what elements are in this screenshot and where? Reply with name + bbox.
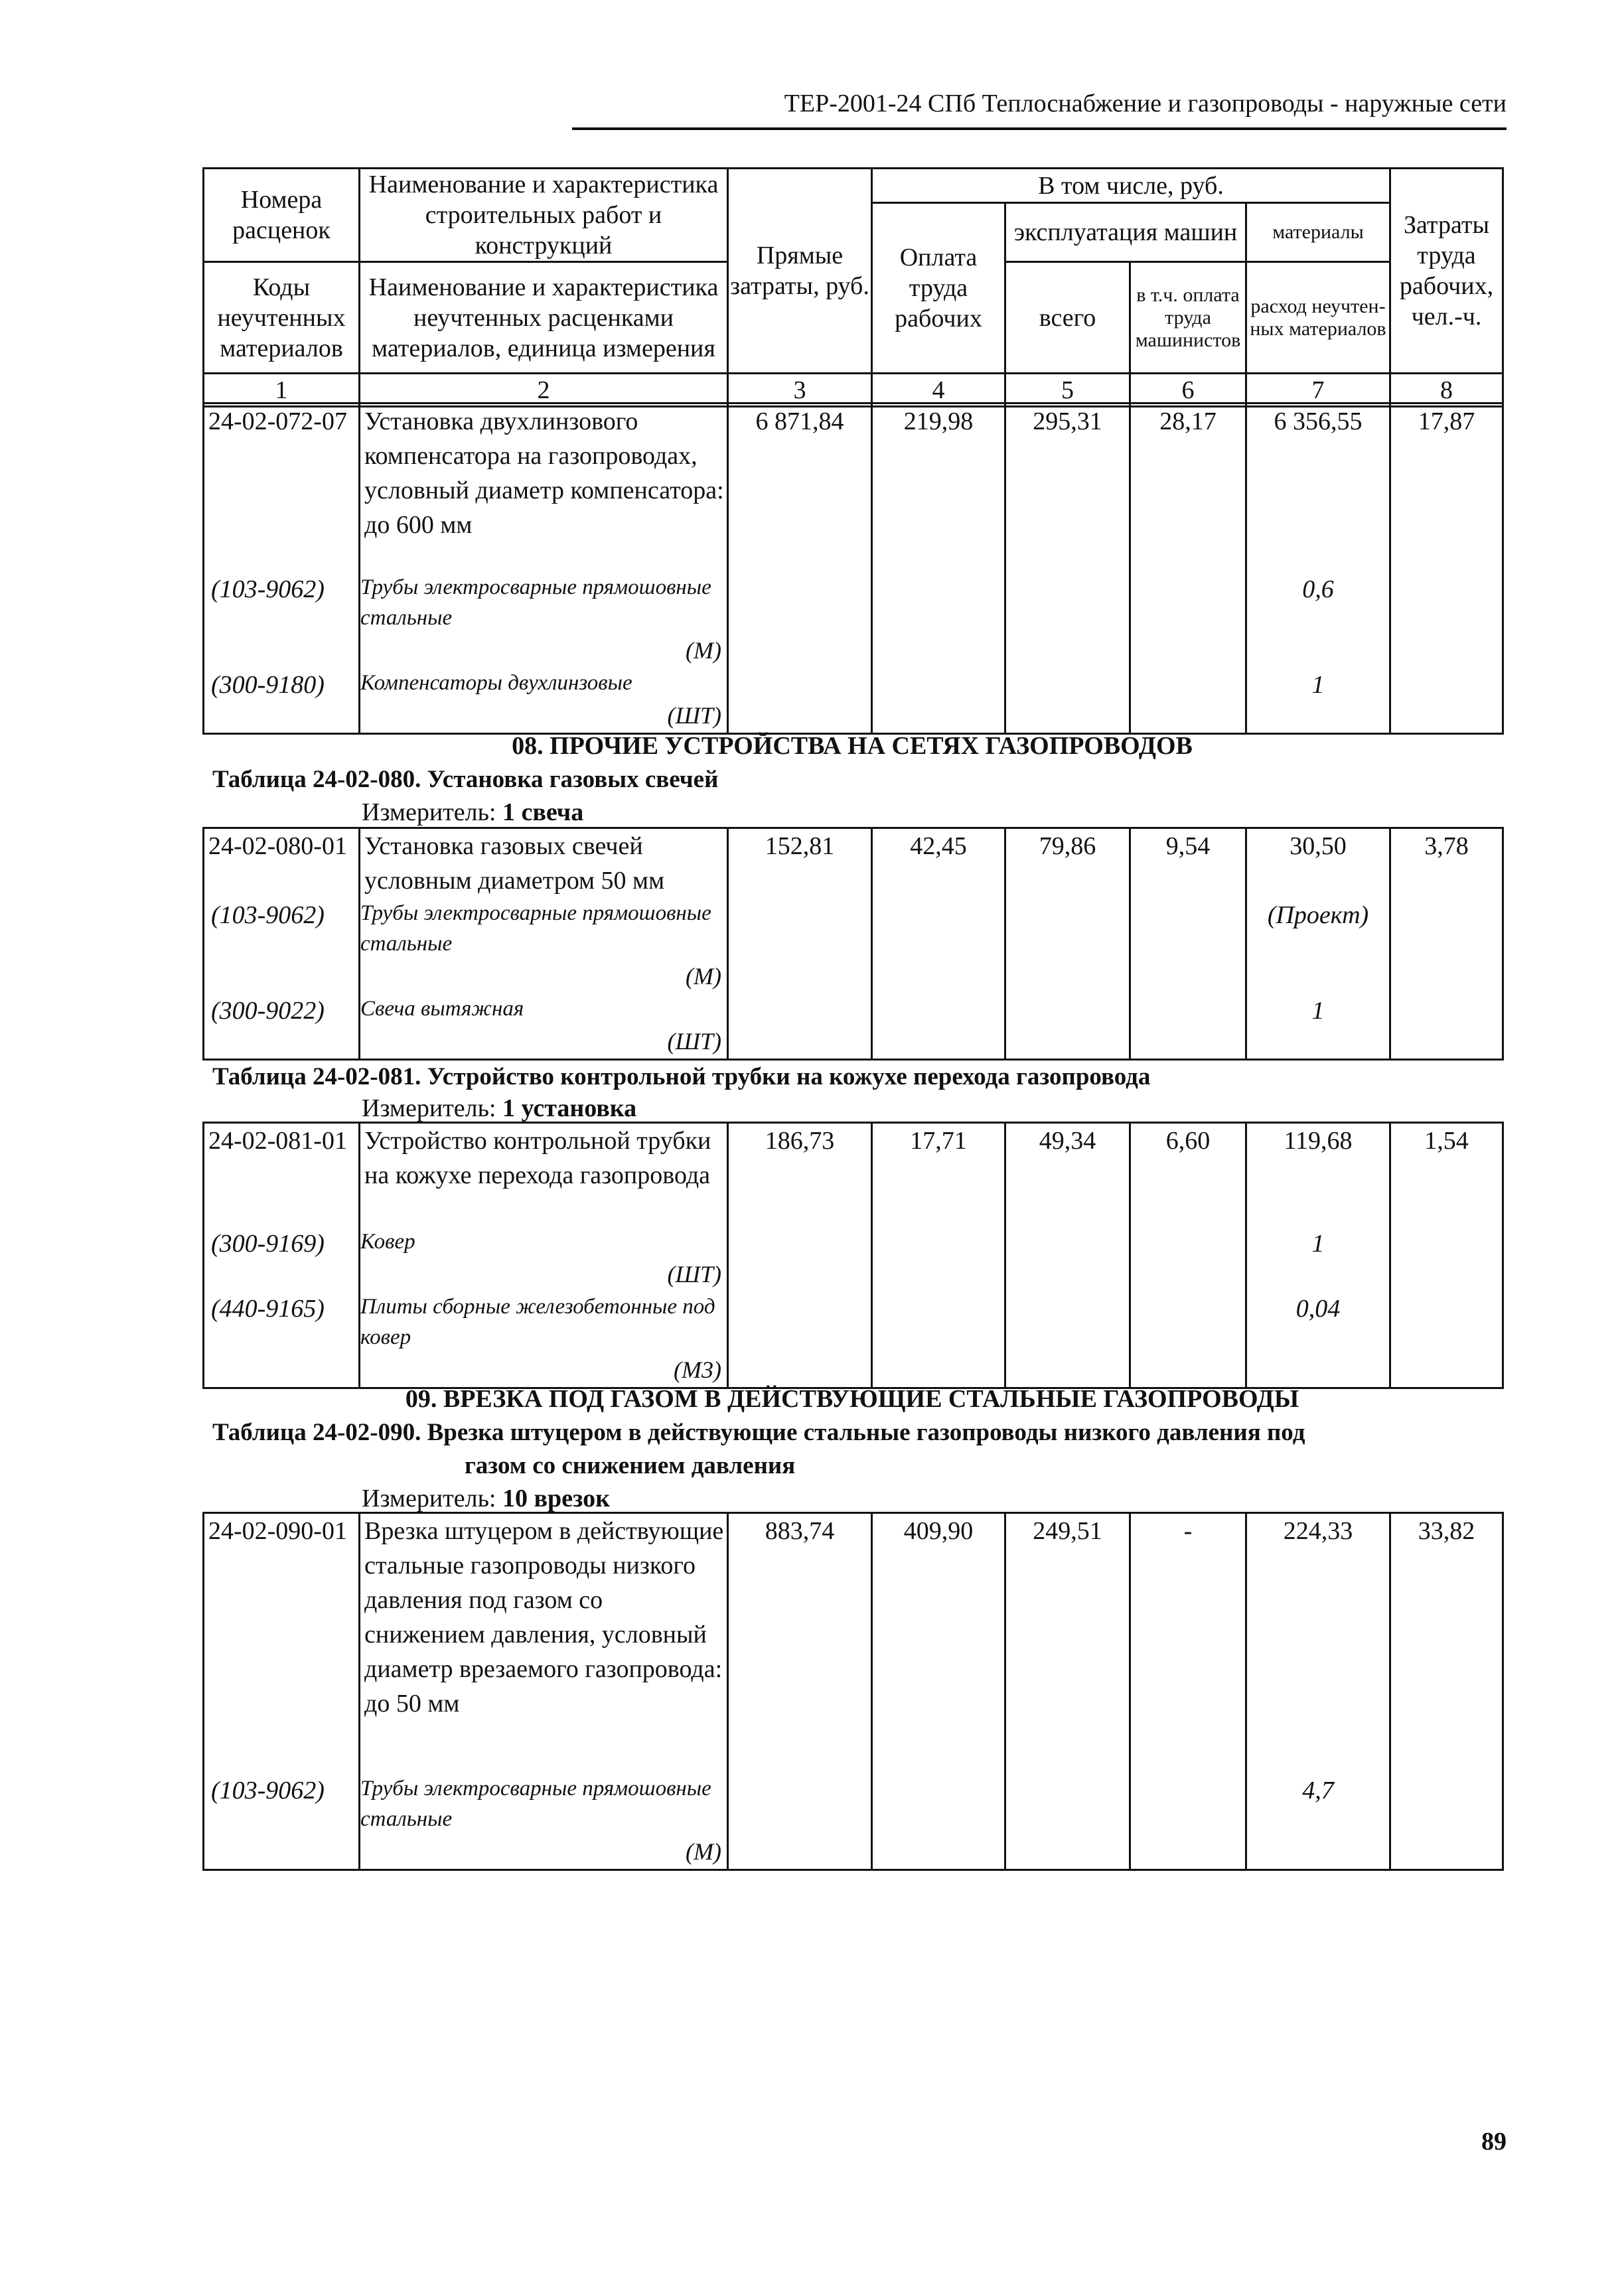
machines-header: эксплуатация машин [1005, 203, 1246, 262]
direct-cost: 6 871,84 [728, 403, 872, 572]
rate-table-24-02-080 [202, 827, 1504, 1061]
material-name: Трубы электросварные прямошовные стальные [360, 901, 711, 956]
material-unit: (М) [686, 1838, 721, 1865]
materials-cost: 224,33 [1246, 1513, 1390, 1773]
table-080-title: Таблица 24-02-080. Установка газовых свечей [212, 766, 719, 793]
material-name: Компенсаторы двухлинзовые [360, 670, 632, 695]
material-unit: (ШТ) [667, 1028, 721, 1055]
material-quantity: (Проект) [1246, 898, 1390, 993]
material-name: Трубы электросварные прямошовные стальные [360, 1776, 711, 1831]
material-unit: (М) [686, 963, 721, 990]
labor-pay: 409,90 [872, 1513, 1005, 1773]
material-name: Трубы электросварные прямошовные стальные [360, 575, 711, 630]
material-code: (440-9165) [204, 1291, 360, 1388]
column-number: 8 [1390, 374, 1503, 407]
labor-hours: 3,78 [1390, 828, 1503, 899]
section-08-title: 08. ПРОЧИЕ УСТРОЙСТВА НА СЕТЯХ ГАЗОПРОВОДОВ [512, 732, 1193, 760]
labor-hours: 17,87 [1390, 403, 1503, 572]
labor-pay: 219,98 [872, 403, 1005, 572]
column-number: 1 [204, 374, 360, 407]
machines-total: 249,51 [1005, 1513, 1130, 1773]
material-unit: (М3) [674, 1356, 721, 1383]
rate-table-24-02-090 [202, 1512, 1504, 1871]
material-unit: (ШТ) [667, 1260, 721, 1287]
col4-header: Оплата труда рабочих [872, 203, 1005, 374]
machinists-pay: 6,60 [1130, 1123, 1246, 1226]
col2-bottom-header: Наименование и характеристика неучтенных расценками материалов, единица измерения [360, 262, 728, 374]
table-080-meter: Измеритель: 1 свеча [362, 798, 584, 826]
column-number: 4 [872, 374, 1005, 407]
page-number: 89 [1481, 2128, 1507, 2156]
rate-code: 24-02-080-01 [204, 828, 360, 899]
material-code: (300-9022) [204, 993, 360, 1060]
material-quantity: 1 [1246, 993, 1390, 1060]
col7-header: расход неучтен-ных материалов [1246, 262, 1390, 374]
material-cell [360, 572, 728, 668]
machinists-pay: 9,54 [1130, 828, 1246, 899]
col3-header: Прямые затраты, руб. [728, 169, 872, 374]
material-quantity: 1 [1246, 1226, 1390, 1291]
material-unit: (ШТ) [667, 701, 721, 729]
rate-code: 24-02-090-01 [204, 1513, 360, 1773]
table-090-meter: Измеритель: 10 врезок [362, 1485, 610, 1512]
col5-header: всего [1005, 262, 1130, 374]
material-cell [360, 1226, 728, 1291]
column-number: 2 [360, 374, 728, 407]
material-quantity: 4,7 [1246, 1773, 1390, 1870]
rate-name: Установка двухлинзового компенсатора на газопроводах, условный диаметр компенсатора: до 600 мм [360, 403, 728, 572]
col8-header: Затраты труда рабочих, чел.-ч. [1390, 169, 1503, 374]
column-number: 6 [1130, 374, 1246, 407]
material-name: Ковер [360, 1229, 415, 1254]
table-081-meter: Измеритель: 1 установка [362, 1094, 637, 1122]
material-quantity: 0,6 [1246, 572, 1390, 668]
material-code: (103-9062) [204, 572, 360, 668]
rate-name: Устройство контрольной трубки на кожухе перехода газопровода [360, 1123, 728, 1226]
labor-hours: 33,82 [1390, 1513, 1503, 1773]
material-quantity: 0,04 [1246, 1291, 1390, 1388]
material-cell [360, 993, 728, 1060]
machines-total: 49,34 [1005, 1123, 1130, 1226]
material-name: Плиты сборные железобетонные под ковер [360, 1294, 715, 1349]
rate-table-24-02-072 [202, 402, 1504, 735]
col2-top-header: Наименование и характеристика строительных работ и конструкций [360, 169, 728, 262]
direct-cost: 186,73 [728, 1123, 872, 1226]
labor-pay: 17,71 [872, 1123, 1005, 1226]
machinists-pay: - [1130, 1513, 1246, 1773]
rate-name: Врезка штуцером в действующие стальные газопроводы низкого давления под газом со снижением давления, условный диаметр врезаемого газопровода: до 50 мм [360, 1513, 728, 1773]
col1-bottom-header: Коды неучтенных материалов [204, 262, 360, 374]
rate-table-24-02-081 [202, 1122, 1504, 1389]
column-number: 3 [728, 374, 872, 407]
machinists-pay: 28,17 [1130, 403, 1246, 572]
column-number: 7 [1246, 374, 1390, 407]
labor-pay: 42,45 [872, 828, 1005, 899]
material-code: (103-9062) [204, 1773, 360, 1870]
machines-total: 295,31 [1005, 403, 1130, 572]
material-cell [360, 1291, 728, 1388]
direct-cost: 883,74 [728, 1513, 872, 1773]
header-rule [572, 127, 1507, 130]
section-09-title: 09. ВРЕЗКА ПОД ГАЗОМ В ДЕЙСТВУЮЩИЕ СТАЛЬНЫЕ ГАЗОПРОВОДЫ [405, 1385, 1299, 1413]
material-quantity: 1 [1246, 668, 1390, 734]
materials-cost: 30,50 [1246, 828, 1390, 899]
material-name: Свеча вытяжная [360, 997, 524, 1021]
machines-total: 79,86 [1005, 828, 1130, 899]
rate-code: 24-02-072-07 [204, 403, 360, 572]
material-cell [360, 898, 728, 993]
table-081-title: Таблица 24-02-081. Устройство контрольной трубки на кожухе перехода газопровода [212, 1063, 1151, 1090]
direct-cost: 152,81 [728, 828, 872, 899]
labor-hours: 1,54 [1390, 1123, 1503, 1226]
table-090-title-line1: Таблица 24-02-090. Врезка штуцером в действующие стальные газопроводы низкого давления под [212, 1419, 1305, 1446]
table-090-title-line2: газом со снижением давления [465, 1452, 796, 1479]
material-code: (300-9169) [204, 1226, 360, 1291]
running-header: ТЕР-2001-24 СПб Теплоснабжение и газопроводы - наружные сети [784, 90, 1507, 117]
col1-top-header: Номера расценок [204, 169, 360, 262]
material-cell [360, 668, 728, 734]
column-header-table [202, 167, 1504, 407]
including-header: В том числе, руб. [872, 169, 1390, 203]
material-cell [360, 1773, 728, 1870]
materials-cost: 6 356,55 [1246, 403, 1390, 572]
materials-cost: 119,68 [1246, 1123, 1390, 1226]
column-number: 5 [1005, 374, 1130, 407]
material-code: (103-9062) [204, 898, 360, 993]
rate-name: Установка газовых свечей условным диаметром 50 мм [360, 828, 728, 899]
material-unit: (М) [686, 636, 721, 664]
materials-header: материалы [1246, 203, 1390, 262]
rate-code: 24-02-081-01 [204, 1123, 360, 1226]
col6-header: в т.ч. оплата труда машинистов [1130, 262, 1246, 374]
material-code: (300-9180) [204, 668, 360, 734]
